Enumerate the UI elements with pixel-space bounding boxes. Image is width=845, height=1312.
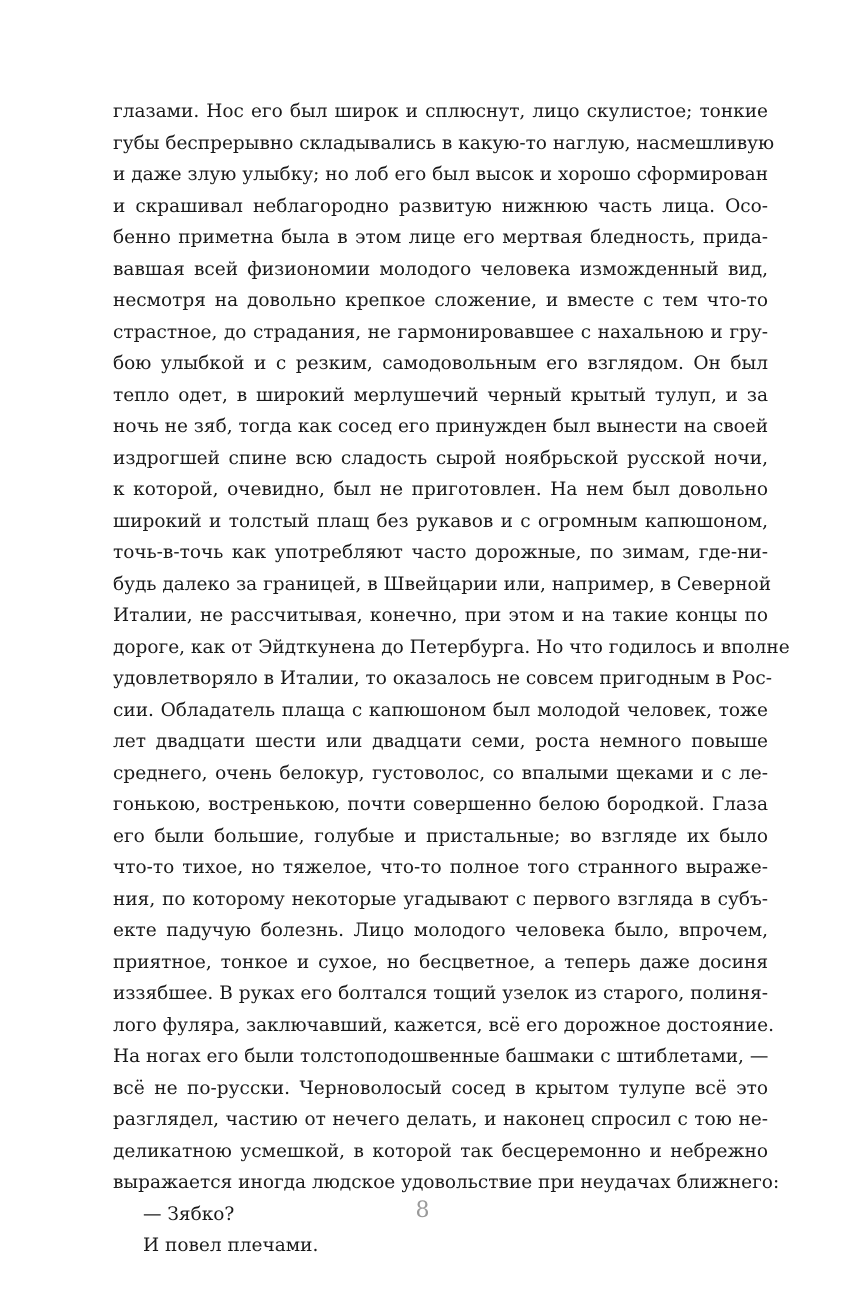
text-line: деликатною усмешкой, в которой так бесцеремонно и небрежно (113, 1140, 768, 1162)
text-line: тепло одет, в широкий мерлушечий черный крытый тулуп, и за (113, 384, 768, 406)
text-line: глазами. Нос его был широк и сплюснут, лицо скулистое; тонкие (113, 101, 768, 122)
text-line: издрогшей спине всю сладость сырой ноябрьской русской ночи, (113, 447, 768, 469)
text-line: ночь не зяб, тогда как сосед его принужден был вынести на своей (113, 416, 769, 437)
text-line: что-то тихое, но тяжелое, что-то полное того странного выраже- (113, 857, 768, 878)
text-line: бенно приметна была в этом лице его мертвая бледность, прида- (113, 227, 768, 248)
text-line: всё не по-русски. Черноволосый сосед в крытом тулупе всё это (113, 1077, 768, 1099)
text-line: к которой, очевидно, был не приготовлен. На нем был довольно (113, 479, 768, 500)
text-line: приятное, тонкое и сухое, но бесцветное, а теперь даже досиня (113, 951, 768, 973)
text-line: и скрашивал неблагородно развитую нижнюю часть лица. Осо- (113, 195, 768, 217)
text-line: страстное, до страдания, не гармонировавшее с нахальною и гру- (113, 321, 768, 343)
text-line: широкий и толстый плащ без рукавов и с огромным капюшоном, (113, 510, 768, 532)
text-line: его были большие, голубые и пристальные; во взгляде их было (113, 825, 768, 847)
text-line: дороге, как от Эйдткунена до Петербурга. Но что годилось и вполне (113, 636, 790, 658)
text-line: На ногах его были толстоподошвенные башмаки с штиблетами, — (113, 1046, 769, 1067)
text-line: лет двадцати шести или двадцати семи, роста немного повыше (113, 731, 768, 752)
text-line: вавшая всей физиономии молодого человека изможденный вид, (113, 258, 768, 280)
text-line: точь-в-точь как употребляют часто дорожные, по зимам, где-ни- (113, 542, 768, 563)
text-line: гонькою, востренькою, почти совершенно белою бородкой. Глаза (113, 794, 768, 815)
paragraph-line: И повел плечами. (143, 1235, 319, 1256)
text-line: сии. Обладатель плаща с капюшоном был молодой человек, тоже (113, 699, 768, 721)
text-line: екте падучую болезнь. Лицо молодого человека было, впрочем, (113, 920, 768, 941)
text-line: иззябшее. В руках его болтался тощий узелок из старого, полиня- (113, 983, 768, 1004)
text-line: среднего, очень белокур, густоволос, со впалыми щеками и с ле- (113, 762, 768, 784)
text-line: лого фуляра, заключавший, кажется, всё его дорожное достояние. (113, 1014, 774, 1036)
text-line: и даже злую улыбку; но лоб его был высок и хорошо сформирован (113, 164, 769, 185)
page-number: 8 (415, 1198, 430, 1223)
body-text (113, 96, 790, 1262)
text-line: выражается иногда людское удовольствие при неудачах ближнего: (113, 1172, 780, 1193)
text-line: губы беспрерывно складывались в какую-то наглую, насмешливую (113, 132, 775, 154)
text-line: Италии, не рассчитывая, конечно, при этом и на такие концы по (113, 605, 768, 626)
dialogue-line: — Зябко? (143, 1203, 235, 1225)
text-line: будь далеко за границей, в Швейцарии или, например, в Северной (113, 573, 772, 595)
text-line: несмотря на довольно крепкое сложение, и вместе с тем что-то (113, 290, 768, 311)
text-line: бою улыбкой и с резким, самодовольным его взглядом. Он был (113, 353, 768, 374)
text-line: ния, по которому некоторые угадывают с первого взгляда в субъ- (113, 888, 768, 910)
text-line: удовлетворяло в Италии, то оказалось не совсем пригодным в Рос- (113, 668, 772, 689)
text-line: разглядел, частию от нечего делать, и наконец спросил с тою не- (113, 1109, 768, 1130)
